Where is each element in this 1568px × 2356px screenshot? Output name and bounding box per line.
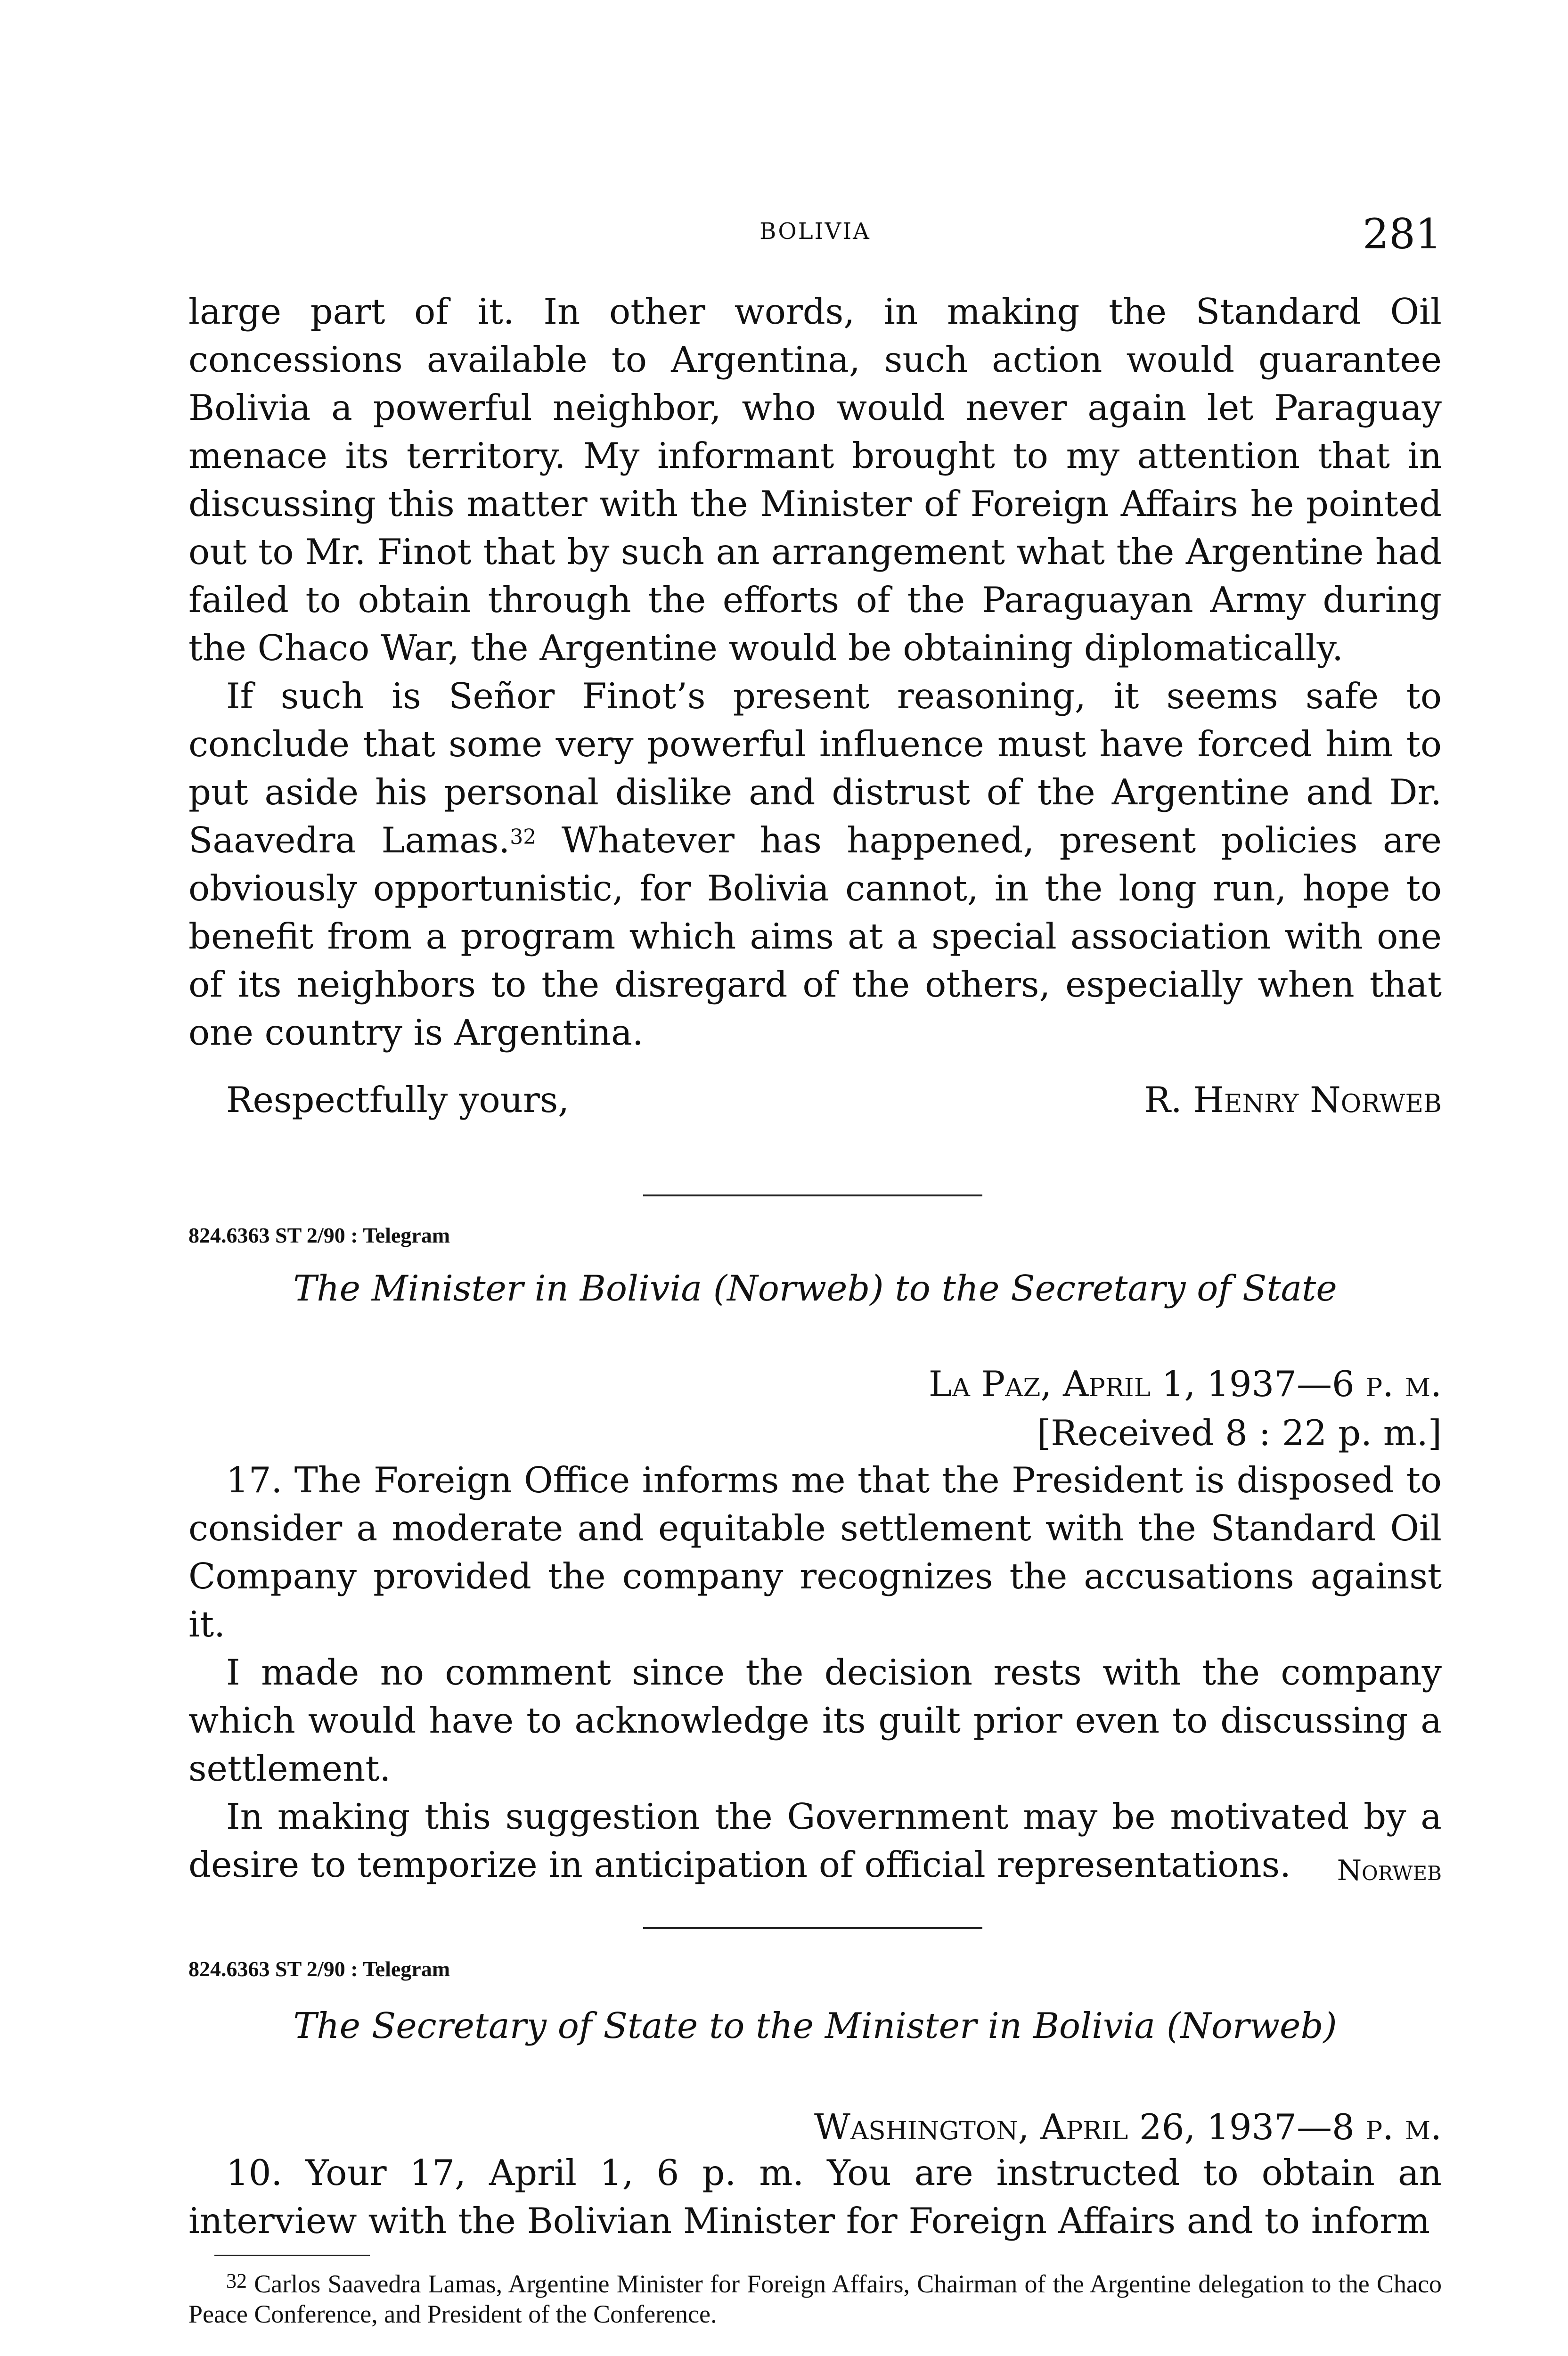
page-number: 281 bbox=[1363, 210, 1442, 258]
doc3-body bbox=[188, 2149, 1442, 2245]
doc1-body bbox=[188, 287, 1442, 1056]
doc2-paragraph-2: I made no comment since the decision rests with the company which would have to acknowledge its guilt prior even to discussing a settlement. bbox=[188, 1652, 1442, 1789]
doc2-file-number: 824.6363 ST 2/90 : Telegram bbox=[188, 1223, 450, 1247]
doc1-closing bbox=[188, 1079, 1442, 1131]
running-head bbox=[188, 210, 1442, 262]
footnote-paragraph bbox=[188, 2269, 1442, 2329]
running-title: BOLIVIA bbox=[760, 218, 871, 245]
doc2-signature: Norweb bbox=[1337, 1854, 1442, 1887]
doc1-continuation-paragraph: large part of it. In other words, in making the Standard Oil concessions available to Argentina, such action would guarantee Bolivia a powerful neighbor, who would never again let Paraguay menace its territory. My informant brought to my attention that in discussing this matter with the Minister of Foreign Affairs he pointed out to Mr. Finot that by such an arrangement what the Argentine had failed to obtain through the efforts of the Paraguayan Army during the Chaco War, the Argentine would be obtaining diplomatically. bbox=[188, 291, 1442, 669]
doc2-body bbox=[188, 1456, 1442, 1889]
doc2-title: The Minister in Bolivia (Norweb) to the Secretary of State bbox=[293, 1268, 1337, 1309]
footnote-text: Carlos Saavedra Lamas, Argentine Minister for Foreign Affairs, Chairman of the Argentine delegation to the Chaco Peace Conference, and President of the Conference. bbox=[188, 2270, 1442, 2328]
doc2-received: [Received 8 : 22 p. m.] bbox=[1037, 1412, 1442, 1454]
doc3-title: The Secretary of State to the Minister in Bolivia (Norweb) bbox=[293, 2005, 1337, 2046]
section-divider-1 bbox=[643, 1194, 982, 1196]
footnote-separator bbox=[214, 2255, 370, 2256]
doc3-paragraph-1: 10. Your 17, April 1, 6 p. m. You are instructed to obtain an interview with the Bolivian Minister for Foreign Affairs and to inform bbox=[188, 2152, 1442, 2241]
doc2-paragraph-1: 17. The Foreign Office informs me that the President is disposed to consider a moderate and equitable settlement with the Standard Oil Company provided the company recognizes the accusations against it. bbox=[188, 1459, 1442, 1645]
section-divider-2 bbox=[643, 1927, 982, 1929]
doc1-paragraph-2-part-1: If such is Señor Finot’s present reasoning, it seems safe to conclude that some very powerful influence must have forced him to put aside his personal dislike and distrust of the Argentine and Dr. Saavedra Lamas. bbox=[188, 675, 1442, 861]
footnote-marker: 32 bbox=[226, 2269, 247, 2292]
doc1-signature: R. Henry Norweb bbox=[1144, 1079, 1442, 1121]
doc2-dateline-block bbox=[929, 1359, 1442, 1457]
doc1-complimentary-close: Respectfully yours, bbox=[226, 1079, 570, 1121]
doc1-paragraph-2 bbox=[188, 672, 1442, 1056]
doc1-paragraph-2-part-2: Whatever has happened, present policies are obviously opportunistic, for Bolivia cannot, in the long run, hope to benefit from a program which aims at a special association with one of its neighbors to the disregard of the others, especially when that one country is Argentina. bbox=[188, 819, 1442, 1053]
footnote-32 bbox=[188, 2269, 1442, 2329]
doc3-dateline: Washington, April 26, 1937—8 p. m. bbox=[814, 2106, 1442, 2148]
doc3-file-number: 824.6363 ST 2/90 : Telegram bbox=[188, 1957, 450, 1981]
footnote-reference-32[interactable]: 32 bbox=[510, 825, 537, 849]
doc2-paragraph-3: In making this suggestion the Government may be motivated by a desire to temporize in anticipation of official representations. bbox=[188, 1796, 1442, 1885]
doc2-dateline: La Paz, April 1, 1937—6 p. m. bbox=[928, 1363, 1442, 1405]
